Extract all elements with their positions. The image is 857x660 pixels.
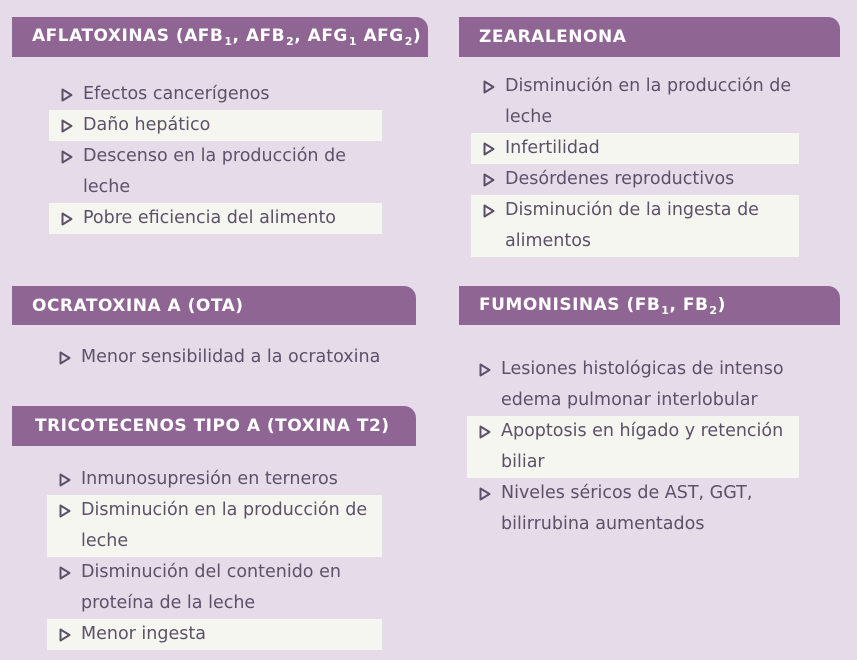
triangle-bullet-icon xyxy=(479,363,491,377)
triangle-bullet-icon xyxy=(479,487,491,501)
list-zearalenona xyxy=(471,71,799,257)
list-item: Pobre eficiencia del alimento xyxy=(49,203,382,234)
list-item: Desórdenes reproductivos xyxy=(471,164,799,195)
triangle-bullet-icon xyxy=(59,566,71,580)
list-item: Apoptosis en hígado y retención biliar xyxy=(467,416,799,478)
header-ocratoxina xyxy=(12,286,416,325)
list-ocratoxina xyxy=(47,342,397,373)
list-item: Menor sensibilidad a la ocratoxina xyxy=(47,342,397,373)
list-aflatoxinas xyxy=(49,79,382,234)
triangle-bullet-icon xyxy=(61,119,73,133)
triangle-bullet-icon xyxy=(61,150,73,164)
header-aflatoxinas xyxy=(12,17,428,57)
list-item: Menor ingesta xyxy=(47,619,382,650)
triangle-bullet-icon xyxy=(61,212,73,226)
header-zearalenona xyxy=(459,17,840,57)
list-item: Disminución de la ingesta de alimentos xyxy=(471,195,799,257)
list-item: Descenso en la producción de leche xyxy=(49,141,382,203)
triangle-bullet-icon xyxy=(483,173,495,187)
list-item: Efectos cancerígenos xyxy=(49,79,382,110)
triangle-bullet-icon xyxy=(483,80,495,94)
header-tricotecenos xyxy=(12,406,416,446)
header-aflatoxinas-title: AFLATOXINAS ($AFB_1$, $AFB_2$, $AFG_1$ $AFG_2$) xyxy=(32,26,422,48)
triangle-bullet-icon xyxy=(483,142,495,156)
triangle-bullet-icon xyxy=(59,504,71,518)
triangle-bullet-icon xyxy=(59,351,71,365)
list-item: Lesiones histológicas de intenso edema pulmonar interlobular xyxy=(467,354,799,416)
list-item: Disminución en la producción de leche xyxy=(471,71,799,133)
triangle-bullet-icon xyxy=(479,425,491,439)
list-item: Daño hepático xyxy=(49,110,382,141)
header-fumonisinas-title: FUMONISINAS ($FB_1$, $FB_2$) xyxy=(479,294,726,317)
header-fumonisinas xyxy=(459,286,840,325)
list-item: Disminución del contenido en proteína de la leche xyxy=(47,557,382,619)
list-item: Disminución en la producción de leche xyxy=(47,495,382,557)
triangle-bullet-icon xyxy=(483,204,495,218)
header-ocratoxina-title: OCRATOXINA A (OTA) xyxy=(32,295,244,316)
triangle-bullet-icon xyxy=(59,628,71,642)
header-tricotecenos-title: TRICOTECENOS TIPO A (TOXINA T2) xyxy=(35,416,390,436)
triangle-bullet-icon xyxy=(59,473,71,487)
list-fumonisinas xyxy=(467,354,799,540)
triangle-bullet-icon xyxy=(61,88,73,102)
list-item: Infertilidad xyxy=(471,133,799,164)
list-tricotecenos xyxy=(47,464,382,650)
header-zearalenona-title: ZEARALENONA xyxy=(479,27,627,47)
list-item: Inmunosupresión en terneros xyxy=(47,464,382,495)
list-item: Niveles séricos de AST, GGT, bilirrubina aumentados xyxy=(467,478,799,540)
